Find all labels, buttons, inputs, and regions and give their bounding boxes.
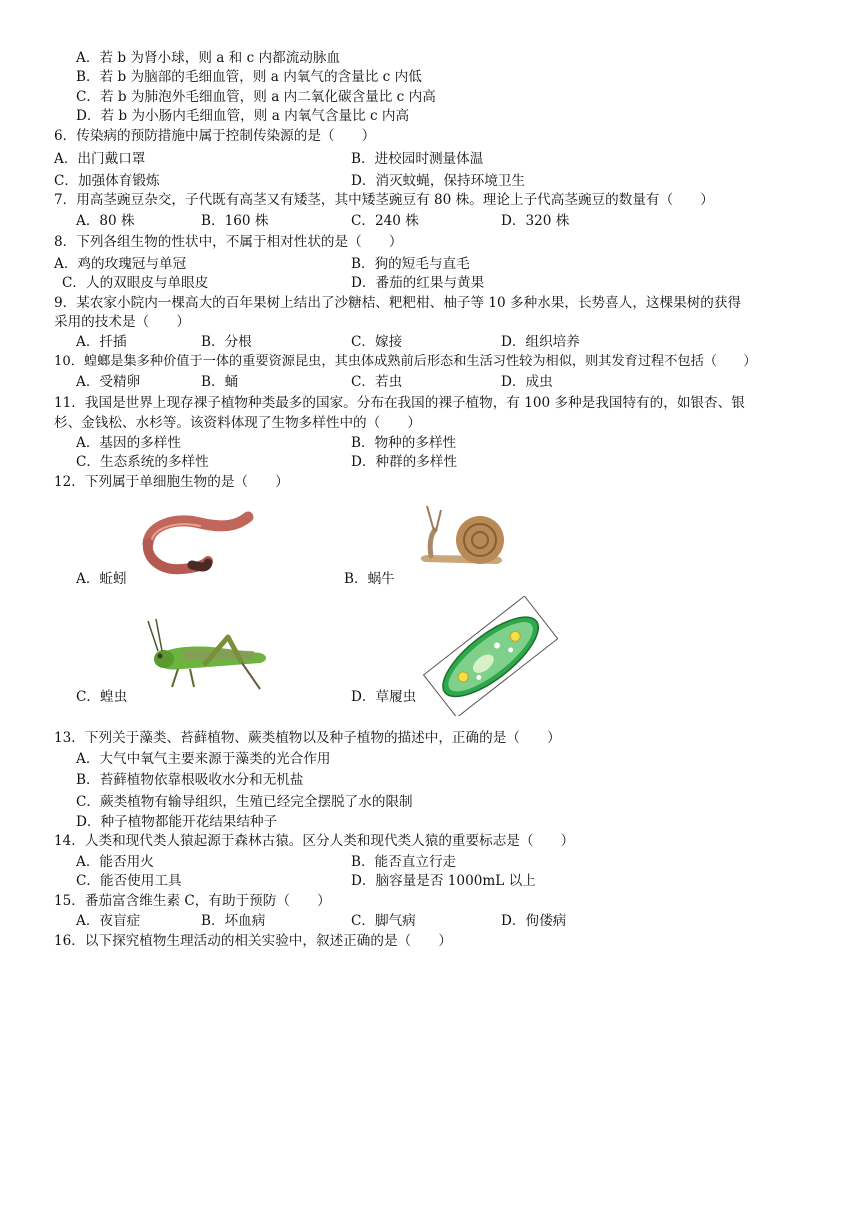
grasshopper-image bbox=[142, 615, 282, 695]
q11-stem-line-2: 杉、金钱松、水杉等。该资料体现了生物多样性中的（ ） bbox=[54, 415, 422, 431]
q14-option-b: B．能否直立行走 bbox=[351, 854, 457, 870]
q11-option-b: B．物种的多样性 bbox=[351, 435, 457, 451]
q12-option-c: C．蝗虫 bbox=[76, 689, 128, 705]
q9-option-a: A．扦插 bbox=[76, 334, 127, 350]
q9-stem-line-1: 9．某农家小院内一棵高大的百年果树上结出了沙糖桔、粑粑柑、柚子等 10 多种水果，长势喜人，这棵果树的获得 bbox=[54, 295, 742, 311]
q15-option-a: A．夜盲症 bbox=[76, 913, 141, 929]
q9-option-d: D．组织培养 bbox=[501, 334, 580, 350]
q13-option-a: A．大气中氧气主要来源于藻类的光合作用 bbox=[76, 751, 331, 767]
q8-option-b: B．狗的短毛与直毛 bbox=[351, 256, 470, 272]
q15-stem: 15．番茄富含维生素 C，有助于预防（ ） bbox=[54, 893, 331, 909]
q9-option-c: C．嫁接 bbox=[351, 334, 403, 350]
q9-option-b: B．分根 bbox=[201, 334, 252, 350]
q13-option-c: C．蕨类植物有输导组织，生殖已经完全摆脱了水的限制 bbox=[76, 794, 413, 810]
q7-option-d: D．320 株 bbox=[501, 213, 570, 229]
q7-option-b: B．160 株 bbox=[201, 213, 269, 229]
q14-stem: 14．人类和现代类人猿起源于森林古猿。区分人类和现代类人猿的重要标志是（ ） bbox=[54, 833, 575, 849]
q11-option-a: A．基因的多样性 bbox=[76, 435, 181, 451]
q11-option-c: C．生态系统的多样性 bbox=[76, 454, 209, 470]
q6-option-d: D．消灭蚊蝇，保持环境卫生 bbox=[351, 173, 526, 189]
q5-option-a: A．若 b 为肾小球，则 a 和 c 内都流动脉血 bbox=[76, 50, 341, 66]
q15-option-d: D．佝偻病 bbox=[501, 913, 567, 929]
q13-option-d: D．种子植物都能开花结果结种子 bbox=[76, 814, 278, 830]
paramecium-image bbox=[418, 596, 563, 716]
q6-option-b: B．进校园时测量体温 bbox=[351, 151, 484, 167]
q10-option-d: D．成虫 bbox=[501, 374, 553, 390]
q12-option-a: A．蚯蚓 bbox=[76, 571, 127, 587]
q8-option-c: C．人的双眼皮与单眼皮 bbox=[62, 275, 209, 291]
q11-stem-line-1: 11．我国是世界上现存裸子植物种类最多的国家。分布在我国的裸子植物，有 100 多种是我国特有的，如银杏、银 bbox=[54, 395, 745, 411]
q11-option-d: D．种群的多样性 bbox=[351, 454, 458, 470]
q14-option-a: A．能否用火 bbox=[76, 854, 154, 870]
q8-stem: 8．下列各组生物的性状中，不属于相对性状的是（ ） bbox=[54, 234, 403, 250]
q10-stem: 10．蝗螂是集多种价值于一体的重要资源昆虫，其虫体成熟前后形态和生活习性较为相似，则其发育过程不包括（ ） bbox=[54, 354, 757, 369]
earthworm-image bbox=[130, 503, 260, 583]
q5-option-c: C．若 b 为肺泡外毛细血管，则 a 内二氧化碳含量比 c 内高 bbox=[76, 89, 436, 105]
snail-image bbox=[405, 500, 520, 575]
q9-stem-line-2: 采用的技术是（ ） bbox=[54, 314, 190, 330]
q10-option-b: B．蛹 bbox=[201, 374, 239, 390]
q8-option-d: D．番茄的红果与黄果 bbox=[351, 275, 485, 291]
q12-option-b: B．蜗牛 bbox=[344, 571, 395, 587]
q10-option-c: C．若虫 bbox=[351, 374, 403, 390]
q12-stem: 12．下列属于单细胞生物的是（ ） bbox=[54, 474, 289, 490]
q14-option-c: C．能否使用工具 bbox=[76, 873, 182, 889]
q7-option-a: A．80 株 bbox=[76, 213, 135, 229]
q8-option-a: A．鸡的玫瑰冠与单冠 bbox=[54, 256, 187, 272]
q12-option-d: D．草履虫 bbox=[351, 689, 417, 705]
q6-stem: 6．传染病的预防措施中属于控制传染源的是（ ） bbox=[54, 128, 376, 144]
q5-option-d: D．若 b 为小肠内毛细血管，则 a 内氧气含量比 c 内高 bbox=[76, 108, 410, 124]
q15-option-b: B．坏血病 bbox=[201, 913, 266, 929]
q14-option-d: D．脑容量是否 1000mL 以上 bbox=[351, 873, 536, 889]
q5-option-b: B．若 b 为脑部的毛细血管，则 a 内氧气的含量比 c 内低 bbox=[76, 69, 422, 85]
q6-option-a: A．出门戴口罩 bbox=[54, 151, 146, 167]
q16-stem: 16．以下探究植物生理活动的相关实验中，叙述正确的是（ ） bbox=[54, 933, 452, 949]
q13-stem: 13．下列关于藻类、苔藓植物、蕨类植物以及种子植物的描述中，正确的是（ ） bbox=[54, 730, 561, 746]
q6-option-c: C．加强体育锻炼 bbox=[54, 173, 160, 189]
q15-option-c: C．脚气病 bbox=[351, 913, 416, 929]
q10-option-a: A．受精卵 bbox=[76, 374, 141, 390]
q7-option-c: C．240 株 bbox=[351, 213, 419, 229]
q13-option-b: B．苔藓植物依靠根吸收水分和无机盐 bbox=[76, 772, 304, 788]
q7-stem: 7．用高茎豌豆杂交，子代既有高茎又有矮茎，其中矮茎豌豆有 80 株。理论上子代高茎豌豆的数量有（ ） bbox=[54, 192, 714, 208]
